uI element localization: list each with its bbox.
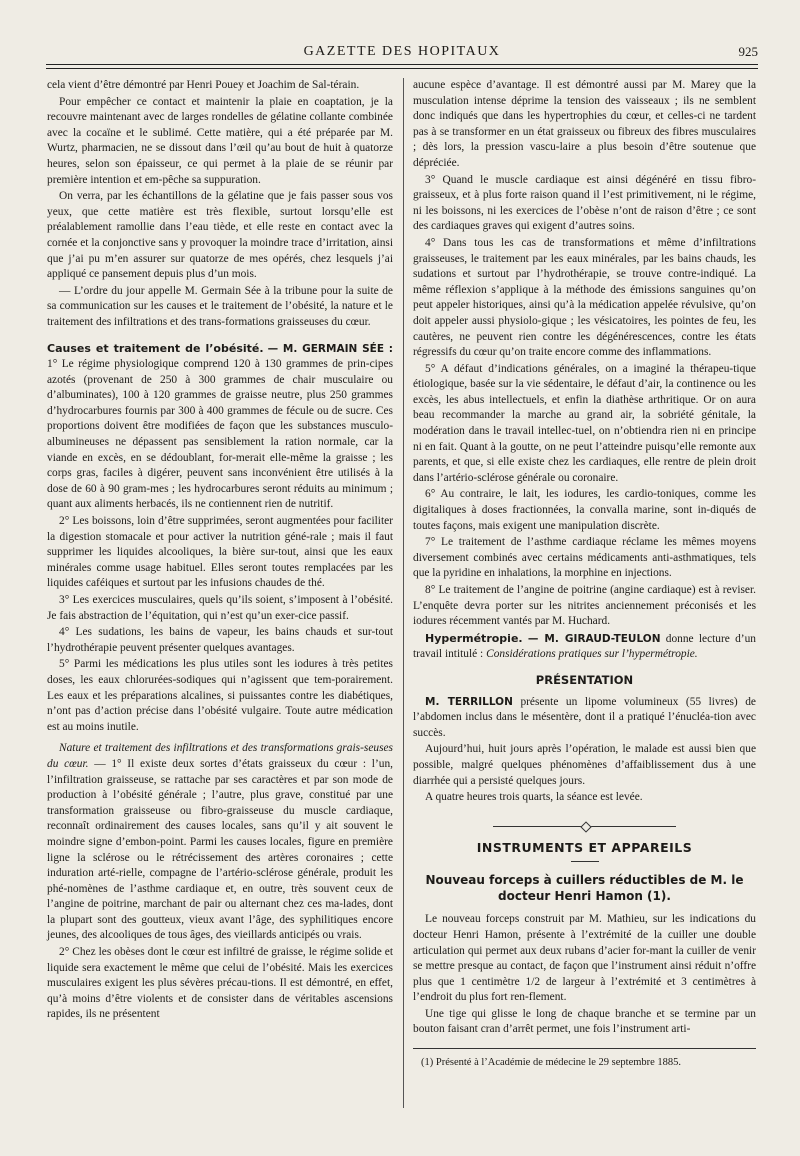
paragraph: Aujourd’hui, huit jours après l’opération, le malade est aussi bien que possible, malgré quelques phénomènes d’affaiblissement dus à une diarrhée qui a persisté quelques jours. bbox=[413, 743, 756, 787]
section-title: Causes et traitement de l’obésité. bbox=[47, 341, 264, 355]
section-body: 1° Le régime physiologique comprend 120 à 130 grammes de prin-cipes azotés (provenant de 250 à 300 grammes de chair musculaire ou d’albuminates), 100 à 120 grammes de graisse neutre, plus 250 grammes d’hydrocarbures fournis par 300 à 400 grammes de fécule ou de sucre. Ces proportions doivent être modifiées de façon que les substances musculo-albumineuses ne dépassent pas sensiblement la ration normale, car la viande en excès, en se dédoublant, for-merait elle-même la graisse ; les corps gras, faciles à digérer, peuvent sans inconvénient être utilisés à la dose de 60 à 90 gram-mes ; les hydrocarbures seront réduits au minimum ; quant aux aliments herbacés, ils ne contiennent rien de nutritif. bbox=[47, 358, 393, 511]
section-obesite bbox=[47, 341, 393, 514]
paragraph: Une tige qui glisse le long de chaque branche et se termine par un bouton faisant cran d’arrêt permet, une fois l’instrument arti- bbox=[413, 1007, 756, 1036]
right-column bbox=[413, 78, 756, 1071]
paragraph: — L’ordre du jour appelle M. Germain Sée à la tribune pour la suite de sa communication sur les causes et le traitement de l’obésité, la nature et le traitement des infiltrations et des trans-formations graisseuses du cœur. bbox=[47, 284, 393, 328]
entry-text: donne lecture d’un travail intitulé : bbox=[413, 632, 756, 661]
paragraph: 7° Le traitement de l’asthme cardiaque réclame les mêmes moyens diversement combinés avec certains médicaments anti-asthmatiques, tels que la pyridine en inhalations, la morphine en injections. bbox=[413, 536, 756, 580]
short-rule bbox=[571, 861, 599, 862]
paragraph: On verra, par les échantillons de la gélatine que je fais passer sous vos yeux, que cette matière est très flexible, surtout lorsqu’elle est préalablement ramollie dans l’eau tiède, et elle reste en contact avec la cornée et la conjonctive sans y provoquer la moindre trace d’irritation, ainsi que j’ai pu m’en assurer sur quatorze de mes opérés, chez lesquels j’ai appliqué ce pansement depuis plus d’un mois. bbox=[47, 190, 393, 281]
paragraph: aucune espèce d’avantage. Il est démontré aussi par M. Marey que la musculation intense déprime la tension des vaisseaux ; ils ne semblent donc indiqués que dans les hypertrophies du cœur, et celles-ci ne tardent pas à se transformer en un état graisseux ou fibreux des fibres musculaires ; dès lors, la pression vascu-laire a plus besoin d’être soutenue que dépréciée. bbox=[413, 79, 756, 169]
hypermetropie-entry bbox=[413, 631, 756, 663]
ornament-divider bbox=[413, 822, 756, 830]
entry-author: — M. GIRAUD-TEULON bbox=[527, 632, 661, 645]
paragraph: Pour empêcher ce contact et maintenir la plaie en coaptation, je la recouvre maintenant avec de larges rondelles de gélatine collante combinée avec la cocaïne et le sublimé. Cette matière, qui a été préparée par M. Wurtz, pharmacien, ne se dissout dans l’œil qu’au bout de huit à quatorze heures, selon son épaisseur, ce qui permet à la plaie de se réunir par première intention et em-pêche sa suppuration. bbox=[47, 95, 393, 186]
page-header bbox=[46, 44, 758, 62]
paragraph: 6° Au contraire, le lait, les iodures, les cardio-toniques, comme les digitaliques à doses fractionnées, la convalla marine, sont in-diqués de toutes façons, mais exigent une manipulation discrète. bbox=[413, 488, 756, 532]
footnote: (1) Présenté à l’Académie de médecine le 29 septembre 1885. bbox=[421, 1057, 682, 1069]
paragraph: 4° Les sudations, les bains de vapeur, les bains chauds et sur-tout l’hydrothérapie peuvent présenter quelques avantages. bbox=[47, 626, 393, 654]
paragraph: Le nouveau forceps construit par M. Mathieu, sur les indications du docteur Henri Hamon, présente à l’extrémité de la cuiller une double articulation qui permet aux deux rubans d’acier for-mant la cuiller de venir se mettre presque au contact, de façon que l’instrument ainsi réduit n’offre plus que 1 centimètre 1/2 de largeur à l’extrémité et 3 centimètres à l’endroit du plus fort ren-flement. bbox=[413, 913, 756, 1004]
paragraph: 5° A défaut d’indications générales, on a imaginé la thérapeu-tique étiologique, basée sur la vie sédentaire, le défaut d’air, la continence ou les excès, les abus intellectuels, et enfin la diathèse arthritique. Or on aura beau recommander la marche au grand air, la sobriété génitale, la modération dans le travail intellec-tuel, on n’obtiendra rien ni en principe ni en fait. Quant à la goutte, on ne peut l’atteindre puisqu’elle remonte aux parents, et que, si elle existe chez les cardiaques, elle rentre de plein droit dans l’artério-sclérose générale ou coronaire. bbox=[413, 362, 756, 484]
footnote-rule bbox=[413, 1048, 756, 1049]
paragraph: cela vient d’être démontré par Henri Pouey et Joachim de Sal-térain. bbox=[47, 79, 360, 91]
header-rule-thin bbox=[46, 68, 758, 69]
presentation-heading: PRÉSENTATION bbox=[535, 672, 634, 687]
closing-line: A quatre heures trois quarts, la séance est levée. bbox=[425, 791, 643, 804]
paragraph: 4° Dans tous les cas de transformations et même d’infiltrations graisseuses, le traitement par les eaux minérales, par les bains chauds, les sudations et surtout par l’hydrothérapie, se trouve contre-indiqué. La même réflexion s’applique à la méthode des émissions sanguines qu’on peut appeler historiques, ainsi qu’à la médication appelée révulsive, qu’on doit appeler aussi physiolo-gique ; les vésicatoires, les pointes de feu, les cautères, ne peuvent rien contre les dégénérescences, contre les états régressifs du cœur qu’on traite encore comme des inflammations. bbox=[413, 236, 756, 359]
presentation-paragraph bbox=[413, 695, 756, 742]
section-author: — M. GERMAIN SÉE : bbox=[267, 342, 393, 355]
paragraph: 2° Chez les obèses dont le cœur est infiltré de graisse, le régime solide et liquide sera exactement le même que celui de l’obésité. Mais les exercices musculaires exigent les plus sévères précau-tions. Il est démontré, en effet, qu’à moins d’être violents et de consister dans de véritables ascensions rapides, ils ne présentent bbox=[47, 946, 393, 1021]
column-divider bbox=[403, 78, 404, 1108]
page-number: 925 bbox=[738, 44, 758, 59]
paragraph: 3° Quand le muscle cardiaque est ainsi dégénéré en tissu fibro-graisseux, et à plus forte raison quand il l’est primitivement, ni le régime, ni les boissons, ni les exercices de l’obèse n’ont de raison d’être ; ce sont des cardiaques graves qui exigent d’autres soins. bbox=[413, 173, 756, 233]
paragraph: 8° Le traitement de l’angine de poitrine (angine cardiaque) est à reviser. L’enquête devra porter sur les nitrites anciennement préconisés et les iodures récemment vantés par M. Huchard. bbox=[413, 584, 756, 628]
header-rule bbox=[46, 64, 758, 65]
journal-title: GAZETTE DES HOPITAUX bbox=[303, 44, 501, 59]
entry-title: Hypermétropie. bbox=[425, 631, 523, 645]
entry-work-title: Considérations pratiques sur l’hypermétropie. bbox=[486, 648, 698, 661]
subsection bbox=[47, 741, 393, 944]
paragraph: 3° Les exercices musculaires, quels qu’ils soient, s’imposent à l’obésité. Je fais abstraction de l’équitation, qui n’est qu’un exer-cice passif. bbox=[47, 594, 393, 622]
article-title: Nouveau forceps à cuillers réductibles de M. le docteur Henri Hamon (1). bbox=[425, 873, 744, 904]
subsection-title: Nature et traitement des infiltrations et des transformations grais-seuses du cœur. bbox=[47, 742, 393, 770]
left-column bbox=[47, 78, 393, 1024]
paragraph: 5° Parmi les médications les plus utiles sont les iodures à très petites doses, les eaux chlorurées-sodiques qui n’agissent que tem-porairement. Les eaux et les préparations alcalines, si puissantes contre les diabétiques, n’ont pas d’action précise dans l’obésité vulgaire. Toute autre médication est au moins inutile. bbox=[47, 658, 393, 733]
subsection-body: — 1° Il existe deux sortes d’états graisseux du cœur : l’un, l’infiltration graisseuse, se rattache par ses caractères et par son mode de production à l’obésité générale ; l’autre, plus grave, constitué par une transformation graisseuse ou fibro-graisseuse du muscle cardiaque, reconnaît ordinairement des causes locales, sans qu’il y ait souvent le moindre signe d’embon-point. Parmi les causes locales, figure en première ligne la sclérose ou le rétrécissement des artères coronaires ; cette induration arté-rielle, compagne de l’artério-sclérose générale, produit les phé-nomènes de l’asthme cardiaque et, en outre, très souvent ceux de l’angine de poitrine, marchant de pair ou alternant chez ces ma-lades, dont la plupart sont des goutteux, vieux avant l’âge, des syphilitiques encore jeunes, des alcooliques de tous âges, des vieillards anticipés ou vrais. bbox=[47, 757, 393, 942]
paragraph: 2° Les boissons, loin d’être supprimées, seront augmentées pour faciliter la digestion stomacale et pour activer la nutrition géné-rale ; mais il faut supprimer les liquides alcooliques, la bière sur-tout, ainsi que les eaux minérales comme usage habituel. Elles seront toutes remplacées par les liquides caféiques et surtout par les infusions chaudes de thé. bbox=[47, 515, 393, 590]
presentation-text: présente un lipome volumineux (55 livres) de l’abdomen inclus dans le mésentère, dont il a pratiqué l’énucléa-tion avec succès. bbox=[413, 695, 756, 739]
section-heading: INSTRUMENTS ET APPAREILS bbox=[476, 839, 693, 855]
presenter-name: M. TERRILLON bbox=[425, 695, 513, 708]
